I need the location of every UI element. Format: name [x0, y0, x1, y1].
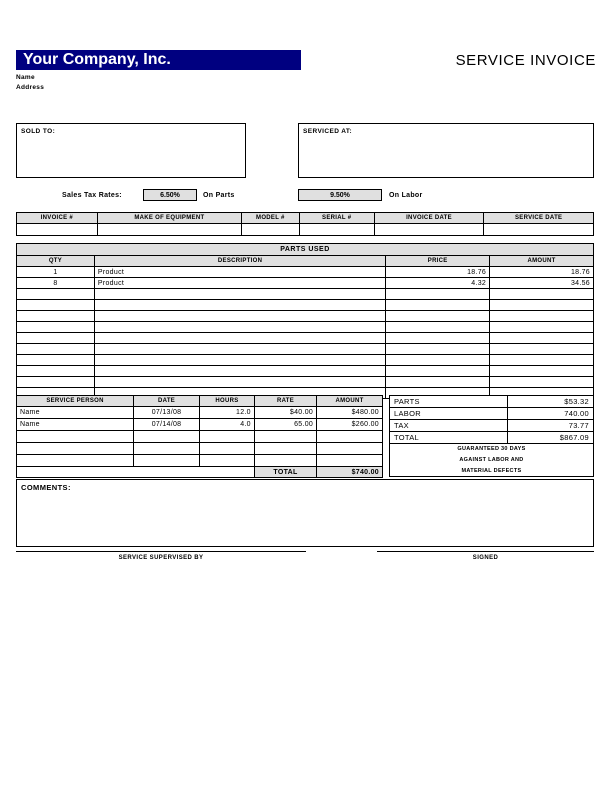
parts-title-row	[17, 244, 594, 256]
parts-empty-cell[interactable]	[386, 289, 490, 300]
parts-empty-cell[interactable]	[490, 289, 594, 300]
comments-label: COMMENTS:	[21, 483, 71, 492]
parts-empty-cell[interactable]	[94, 311, 385, 322]
parts-col-header: DESCRIPTION	[94, 256, 385, 267]
service-supervised-caption: SERVICE SUPERVISED BY	[118, 555, 204, 561]
parts-empty-cell[interactable]	[386, 366, 490, 377]
company-address-line: Address	[16, 84, 45, 91]
parts-table-empty-row[interactable]	[17, 377, 594, 388]
labor-cell[interactable]: $260.00	[317, 419, 383, 431]
service-supervised-signature-line[interactable]	[16, 551, 306, 552]
parts-empty-cell[interactable]	[17, 355, 95, 366]
guarantee-note-row	[390, 444, 594, 455]
guarantee-note-row	[390, 466, 594, 477]
parts-empty-cell[interactable]	[94, 344, 385, 355]
labor-tax-suffix-label: On Labor	[389, 192, 423, 199]
info-cell[interactable]	[97, 224, 241, 236]
parts-empty-cell[interactable]	[94, 333, 385, 344]
info-cell[interactable]	[242, 224, 300, 236]
labor-col-header: DATE	[134, 396, 200, 407]
parts-table-empty-row[interactable]	[17, 355, 594, 366]
guarantee-note-line: AGAINST LABOR AND	[390, 455, 594, 466]
labor-empty-cell[interactable]	[254, 455, 316, 467]
info-col-header: MAKE OF EQUIPMENT	[97, 213, 241, 224]
info-cell[interactable]	[484, 224, 594, 236]
labor-cell[interactable]: 12.0	[199, 407, 254, 419]
parts-empty-cell[interactable]	[94, 322, 385, 333]
labor-total-row	[17, 467, 383, 478]
summary-label: PARTS	[390, 396, 508, 408]
labor-cell[interactable]: $480.00	[317, 407, 383, 419]
labor-tax-rate-field[interactable]: 9.50%	[298, 189, 382, 201]
labor-col-header: SERVICE PERSON	[17, 396, 134, 407]
parts-cell[interactable]: 34.56	[490, 278, 594, 289]
parts-table-empty-row[interactable]	[17, 311, 594, 322]
labor-col-header: RATE	[254, 396, 316, 407]
parts-empty-cell[interactable]	[386, 377, 490, 388]
parts-cell[interactable]: 8	[17, 278, 95, 289]
labor-col-header: AMOUNT	[317, 396, 383, 407]
labor-table-empty-row[interactable]	[17, 431, 383, 443]
summary-label: TAX	[390, 420, 508, 432]
labor-header-row	[17, 396, 383, 407]
labor-body	[17, 407, 383, 478]
signed-signature-line[interactable]	[377, 551, 594, 552]
parts-col-header: AMOUNT	[490, 256, 594, 267]
parts-empty-cell[interactable]	[386, 344, 490, 355]
parts-cell[interactable]: Product	[94, 278, 385, 289]
parts-tax-suffix-label: On Parts	[203, 192, 235, 199]
labor-total-label: TOTAL	[254, 467, 316, 478]
parts-empty-cell[interactable]	[17, 289, 95, 300]
labor-col-header: HOURS	[199, 396, 254, 407]
signed-caption: SIGNED	[472, 555, 499, 561]
info-cell[interactable]	[17, 224, 98, 236]
labor-cell[interactable]: 07/14/08	[134, 419, 200, 431]
labor-cell[interactable]: Name	[17, 419, 134, 431]
info-col-header: INVOICE #	[17, 213, 98, 224]
labor-total-spacer	[17, 467, 255, 478]
parts-table-empty-row[interactable]	[17, 300, 594, 311]
parts-cell[interactable]: 4.32	[386, 278, 490, 289]
parts-empty-cell[interactable]	[490, 355, 594, 366]
labor-total-value: $740.00	[317, 467, 383, 478]
totals-summary-body	[390, 396, 594, 477]
totals-summary-table	[389, 395, 594, 477]
parts-empty-cell[interactable]	[386, 311, 490, 322]
labor-empty-cell[interactable]	[134, 455, 200, 467]
parts-cell[interactable]: 1	[17, 267, 95, 278]
labor-empty-cell[interactable]	[17, 443, 134, 455]
parts-header-row	[17, 256, 594, 267]
parts-table-empty-row[interactable]	[17, 366, 594, 377]
parts-empty-cell[interactable]	[490, 333, 594, 344]
parts-empty-cell[interactable]	[386, 322, 490, 333]
labor-cell[interactable]: 4.0	[199, 419, 254, 431]
labor-cell[interactable]: Name	[17, 407, 134, 419]
parts-empty-cell[interactable]	[386, 333, 490, 344]
labor-table-row[interactable]	[17, 407, 383, 419]
parts-empty-cell[interactable]	[490, 311, 594, 322]
info-col-header: SERVICE DATE	[484, 213, 594, 224]
invoice-info-header-row	[17, 213, 594, 224]
labor-empty-cell[interactable]	[254, 443, 316, 455]
parts-cell[interactable]: Product	[94, 267, 385, 278]
parts-empty-cell[interactable]	[17, 322, 95, 333]
labor-cell[interactable]: $40.00	[254, 407, 316, 419]
labor-empty-cell[interactable]	[199, 443, 254, 455]
parts-empty-cell[interactable]	[386, 300, 490, 311]
labor-empty-cell[interactable]	[199, 431, 254, 443]
summary-row	[390, 408, 594, 420]
guarantee-note-line: MATERIAL DEFECTS	[390, 466, 594, 477]
summary-value: 740.00	[508, 408, 594, 420]
summary-label: LABOR	[390, 408, 508, 420]
parts-empty-cell[interactable]	[490, 344, 594, 355]
parts-col-header: QTY	[17, 256, 95, 267]
sales-tax-rates-label: Sales Tax Rates:	[62, 192, 122, 199]
company-banner	[16, 50, 301, 70]
labor-empty-cell[interactable]	[317, 431, 383, 443]
labor-cell[interactable]: 65.00	[254, 419, 316, 431]
info-cell[interactable]	[299, 224, 374, 236]
parts-empty-cell[interactable]	[490, 366, 594, 377]
labor-empty-cell[interactable]	[317, 455, 383, 467]
info-cell[interactable]	[374, 224, 484, 236]
parts-empty-cell[interactable]	[17, 311, 95, 322]
invoice-info-data-row[interactable]	[17, 224, 594, 236]
sold-to-label: SOLD TO:	[21, 128, 56, 135]
summary-row	[390, 396, 594, 408]
labor-empty-cell[interactable]	[134, 443, 200, 455]
labor-empty-cell[interactable]	[134, 431, 200, 443]
parts-empty-cell[interactable]	[17, 377, 95, 388]
parts-empty-cell[interactable]	[94, 355, 385, 366]
service-person-table	[16, 395, 383, 478]
parts-empty-cell[interactable]	[94, 289, 385, 300]
parts-tax-rate-field[interactable]: 6.50%	[143, 189, 197, 201]
serviced-at-label: SERVICED AT:	[303, 128, 353, 135]
labor-empty-cell[interactable]	[254, 431, 316, 443]
parts-table-row[interactable]	[17, 267, 594, 278]
labor-empty-cell[interactable]	[17, 431, 134, 443]
document-title: SERVICE INVOICE	[455, 52, 596, 69]
parts-table-empty-row[interactable]	[17, 289, 594, 300]
summary-value: 73.77	[508, 420, 594, 432]
parts-empty-cell[interactable]	[94, 300, 385, 311]
labor-table-row[interactable]	[17, 419, 383, 431]
labor-empty-cell[interactable]	[17, 455, 134, 467]
parts-used-table	[16, 243, 594, 399]
summary-row	[390, 420, 594, 432]
info-col-header: INVOICE DATE	[374, 213, 484, 224]
company-name: Your Company, Inc.	[23, 51, 171, 68]
parts-table-empty-row[interactable]	[17, 333, 594, 344]
parts-empty-cell[interactable]	[490, 300, 594, 311]
parts-table-empty-row[interactable]	[17, 322, 594, 333]
summary-label: TOTAL	[390, 432, 508, 444]
parts-cell[interactable]: 18.76	[490, 267, 594, 278]
comments-box[interactable]	[16, 479, 594, 547]
parts-cell[interactable]: 18.76	[386, 267, 490, 278]
parts-empty-cell[interactable]	[17, 333, 95, 344]
parts-empty-cell[interactable]	[17, 300, 95, 311]
summary-value: $867.09	[508, 432, 594, 444]
labor-empty-cell[interactable]	[317, 443, 383, 455]
parts-used-title: PARTS USED	[17, 244, 594, 256]
parts-table-empty-row[interactable]	[17, 344, 594, 355]
parts-table-row[interactable]	[17, 278, 594, 289]
parts-empty-cell[interactable]	[17, 344, 95, 355]
info-col-header: MODEL #	[242, 213, 300, 224]
labor-table-empty-row[interactable]	[17, 455, 383, 467]
invoice-info-table	[16, 212, 594, 236]
parts-empty-cell[interactable]	[94, 366, 385, 377]
parts-empty-cell[interactable]	[94, 377, 385, 388]
parts-empty-cell[interactable]	[490, 322, 594, 333]
guarantee-note-row	[390, 455, 594, 466]
labor-cell[interactable]: 07/13/08	[134, 407, 200, 419]
summary-row	[390, 432, 594, 444]
labor-table-empty-row[interactable]	[17, 443, 383, 455]
guarantee-note-line: GUARANTEED 30 DAYS	[390, 444, 594, 455]
info-col-header: SERIAL #	[299, 213, 374, 224]
labor-empty-cell[interactable]	[199, 455, 254, 467]
summary-value: $53.32	[508, 396, 594, 408]
parts-empty-cell[interactable]	[17, 366, 95, 377]
company-name-line: Name	[16, 74, 35, 81]
parts-empty-cell[interactable]	[386, 355, 490, 366]
parts-col-header: PRICE	[386, 256, 490, 267]
parts-empty-cell[interactable]	[490, 377, 594, 388]
parts-body	[17, 267, 594, 399]
